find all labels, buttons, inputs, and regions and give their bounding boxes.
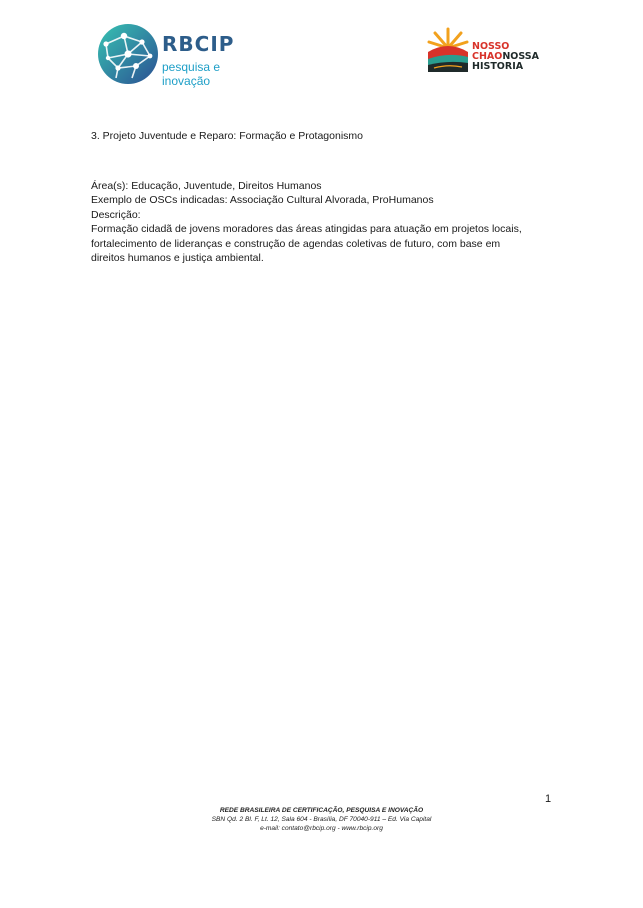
oscs-line: Exemplo de OSCs indicadas: Associação Cultural Alvorada, ProHumanos (91, 194, 434, 207)
description-line: Formação cidadã de jovens moradores das áreas atingidas para atuação em projetos locais, (91, 223, 522, 236)
rbcip-tagline: pesquisa e inovação (162, 60, 221, 88)
nch-line2a: CHAO (472, 51, 503, 62)
network-globe-icon (96, 22, 160, 86)
rbcip-wordmark: RBCIP (162, 32, 235, 56)
description-label: Descrição: (91, 208, 141, 221)
description-line: fortalecimento de lideranças e construção de agendas coletivas de futuro, com base em (91, 237, 501, 250)
nch-line3: HISTORIA (472, 61, 524, 72)
rbcip-logo (96, 22, 266, 86)
page-number: 1 (545, 793, 552, 805)
footer-address: SBN Qd. 2 Bl. F, Lt. 12, Sala 604 - Brasília, DF 70040-911 – Ed. Via Capital (211, 816, 432, 823)
footer-org: REDE BRASILEIRA DE CERTIFICAÇÃO, PESQUISA E INOVAÇÃO (219, 807, 424, 814)
nosso-chao-logo (426, 26, 556, 76)
section-title: 3. Projeto Juventude e Reparo: Formação e Protagonismo (91, 130, 363, 142)
footer-contact: e-mail: contato@rbcip.org - www.rbcip.org (260, 825, 383, 832)
landscape-sun-icon (426, 26, 470, 74)
description-line: direitos humanos e justiça ambiental. (91, 252, 264, 265)
nch-line1: NOSSO (472, 41, 510, 52)
areas-line: Área(s): Educação, Juventude, Direitos Humanos (91, 180, 322, 192)
nch-line2b: NOSSA (502, 51, 539, 62)
page-footer (0, 806, 643, 833)
project-details (91, 179, 551, 265)
nosso-chao-wordmark (472, 42, 539, 72)
